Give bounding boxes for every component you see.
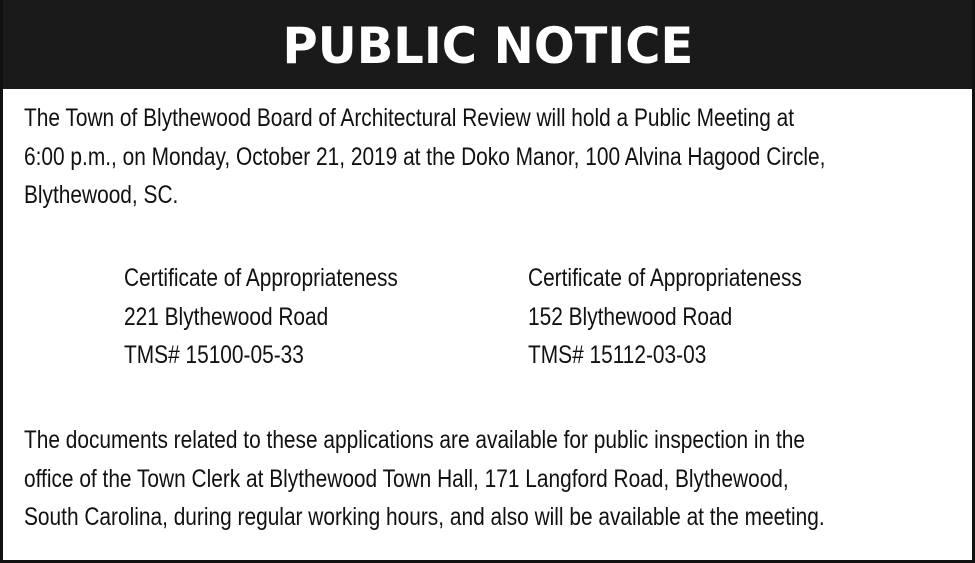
closing-line: South Carolina, during regular working hours, and also will be available at the meeting.	[24, 503, 825, 531]
application-tms: TMS# 15112-03-03	[528, 341, 707, 369]
closing-line: office of the Town Clerk at Blythewood Town Hall, 171 Langford Road, Blythewood,	[24, 464, 789, 493]
application-address: 152 Blythewood Road	[528, 302, 733, 331]
closing-paragraph	[24, 421, 825, 537]
closing-line: The documents related to these applications are available for public inspection in the	[24, 426, 805, 454]
application-address: 221 Blythewood Road	[124, 302, 329, 331]
intro-paragraph	[24, 99, 825, 215]
intro-line: The Town of Blythewood Board of Architectural Review will hold a Public Meeting at	[24, 104, 795, 132]
application-type: Certificate of Appropriateness	[528, 264, 802, 292]
notice-banner	[3, 0, 972, 89]
intro-line: Blythewood, SC.	[24, 181, 179, 209]
applications-list	[3, 259, 972, 379]
application-tms: TMS# 15100-05-33	[124, 341, 304, 369]
application-item	[528, 259, 802, 375]
intro-line: 6:00 p.m., on Monday, October 21, 2019 at the Doko Manor, 100 Alvina Hagood Circle,	[24, 142, 826, 171]
notice-title: PUBLIC NOTICE	[282, 16, 693, 75]
application-item	[124, 259, 398, 375]
application-type: Certificate of Appropriateness	[124, 264, 398, 292]
